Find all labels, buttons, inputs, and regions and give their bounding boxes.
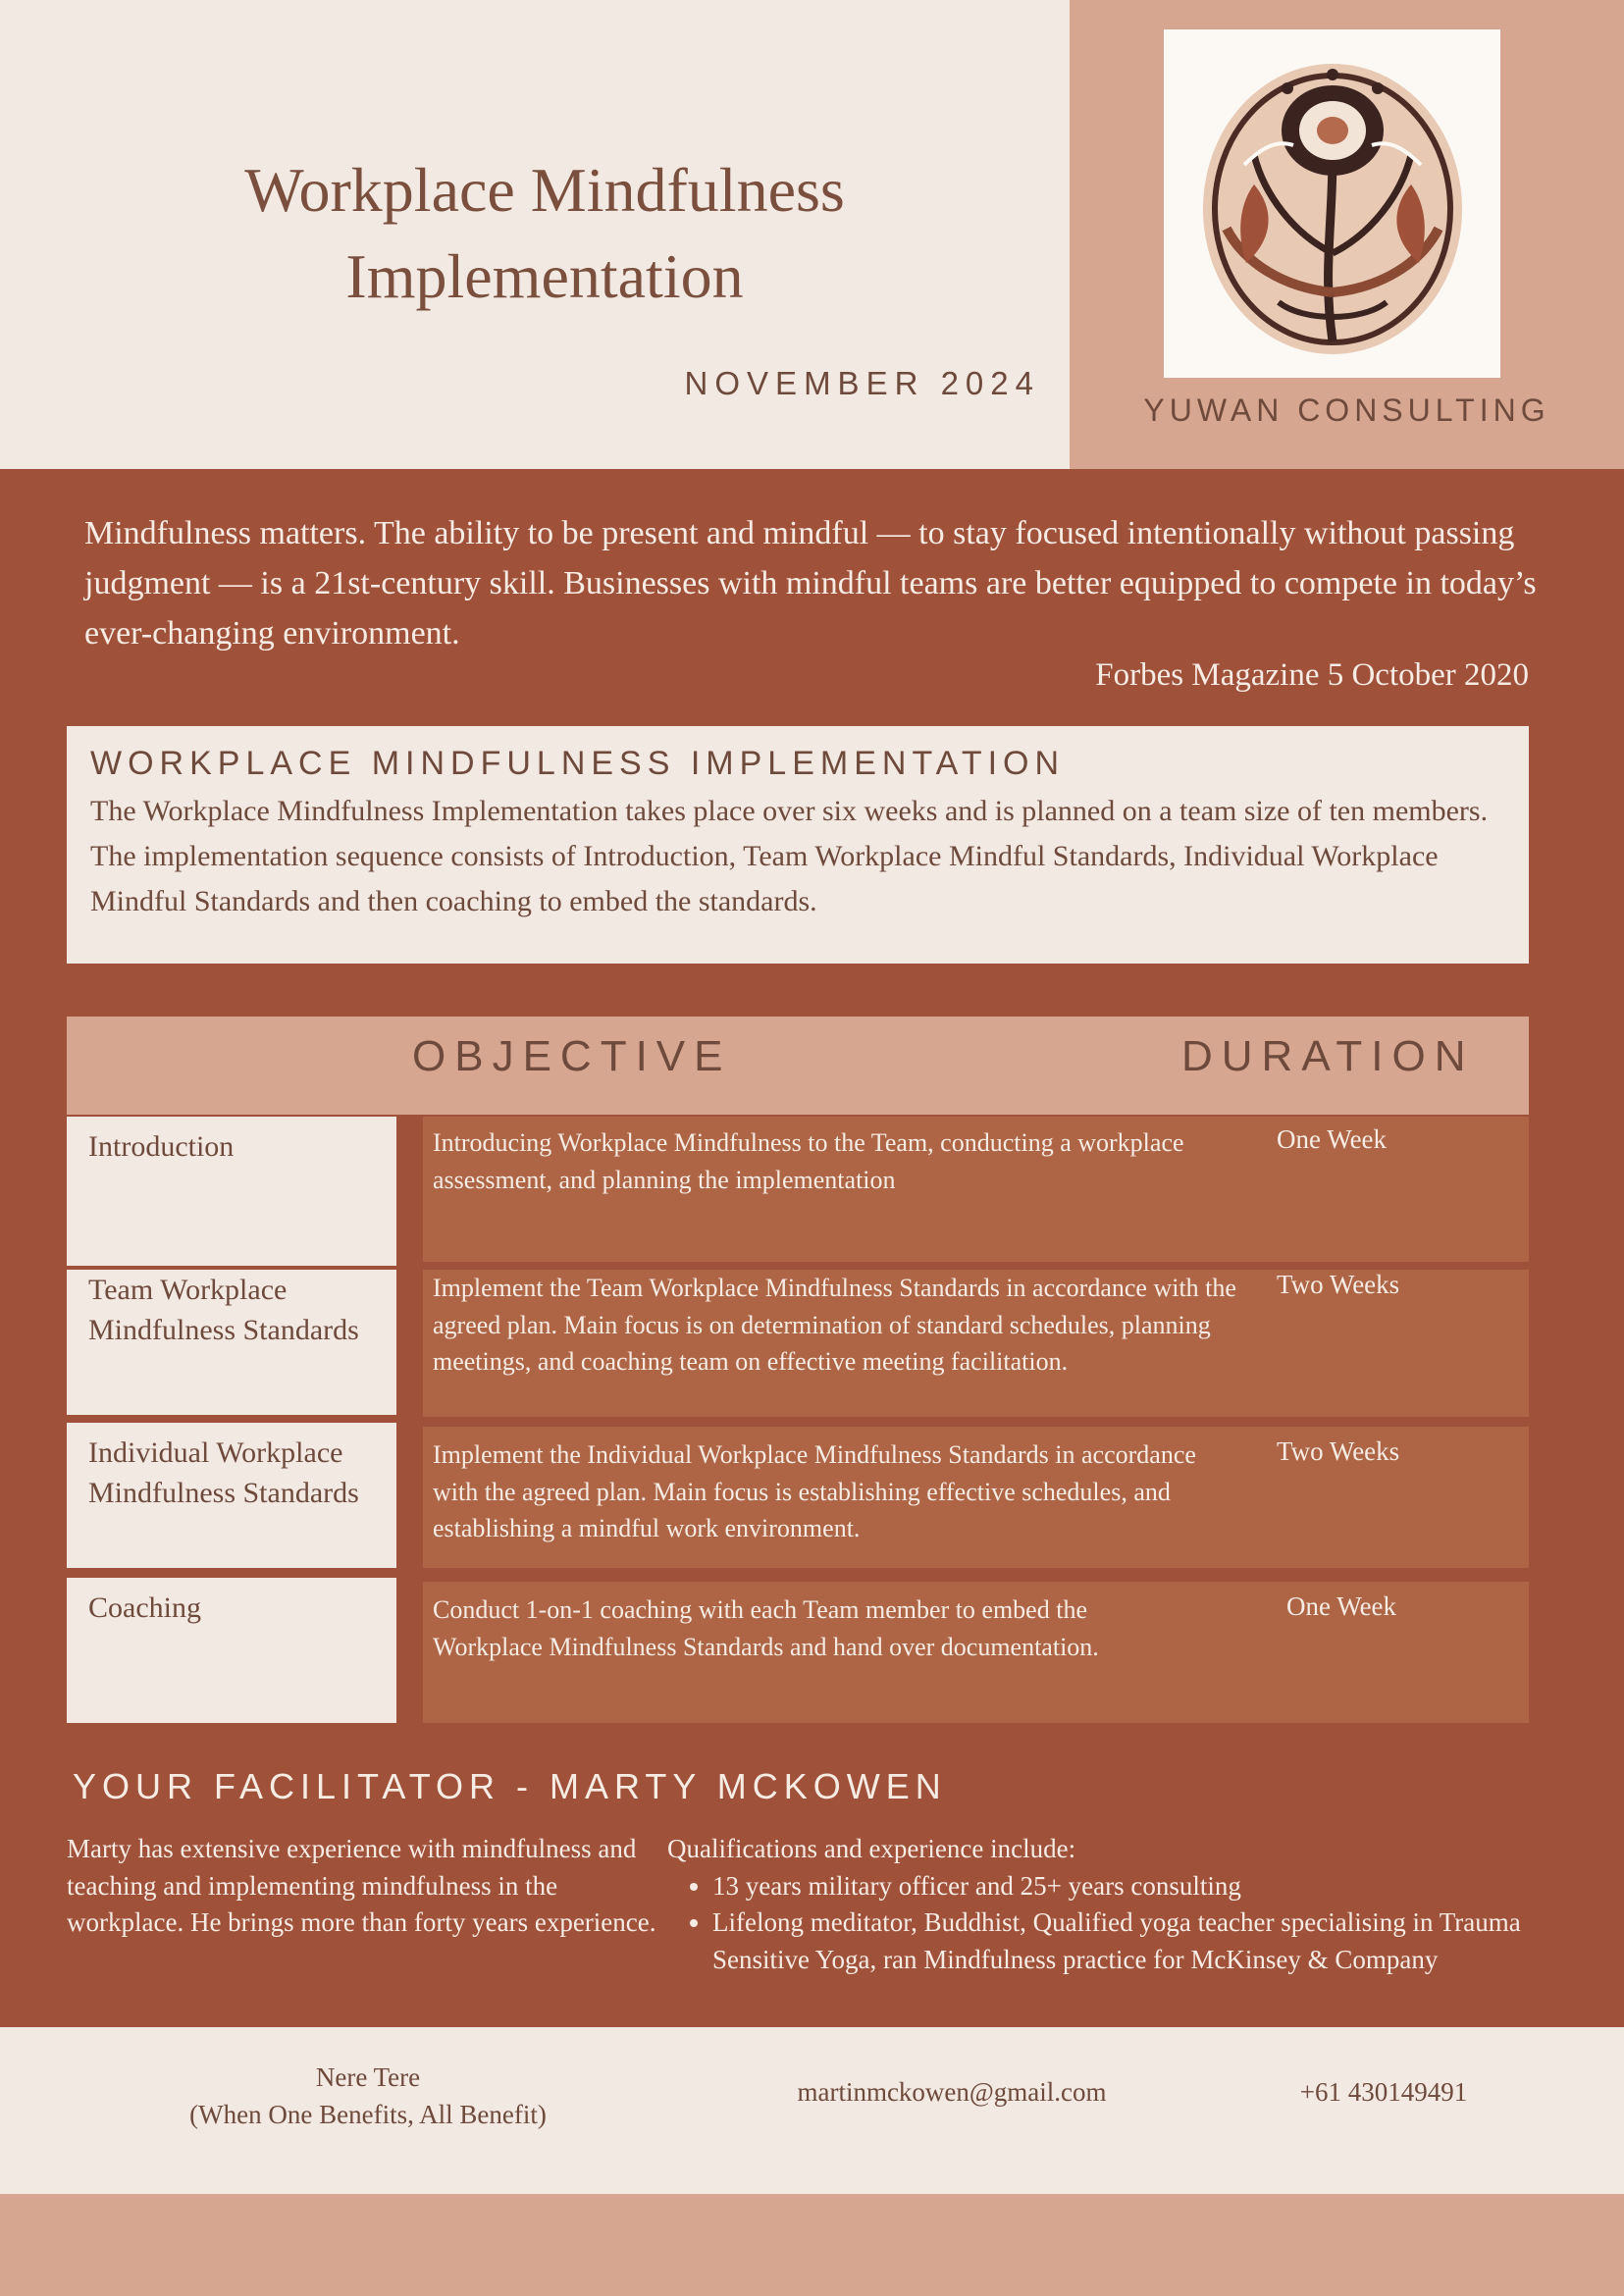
stage-description: Implement the Team Workplace Mindfulness Standards in accordance with the agreed plan. Main focus is on determination of standard schedules, planning meetings, and coaching team on effective meeting facilitation.	[433, 1274, 1236, 1376]
footer-band	[0, 2194, 1624, 2296]
stage-duration: One Week	[1277, 1124, 1388, 1154]
table-row	[423, 1427, 1529, 1568]
facilitator-qualifications	[667, 1831, 1531, 1978]
title-line-2: Implementation	[345, 241, 744, 311]
company-name: YUWAN CONSULTING	[1143, 392, 1550, 428]
contact-email[interactable]: martinmckowen@gmail.com	[797, 2077, 1107, 2107]
table-row	[423, 1270, 1529, 1417]
stage-description: Implement the Individual Workplace Mindfulness Standards in accordance with the agreed plan. Main focus is establishing effective schedules, and establishing a mindful work environment.	[433, 1440, 1196, 1542]
intro-body: The Workplace Mindfulness Implementation takes place over six weeks and is planned on a team size of ten members. The implementation sequence consists of Introduction, Team Workplace Mindful Standards, Individual Workplace Mindful Standards and then coaching to embed the standards.	[90, 795, 1489, 917]
intro-section	[67, 726, 1529, 964]
column-header-duration: DURATION	[1181, 1032, 1475, 1080]
contact-phone[interactable]: +61 430149491	[1299, 2077, 1468, 2107]
facilitator-heading: YOUR FACILITATOR - MARTY MCKOWEN	[73, 1766, 947, 1806]
stage-cell: Coaching	[67, 1578, 396, 1723]
stage-description: Introducing Workplace Mindfulness to the Team, conducting a workplace assessment, and planning the implementation	[433, 1128, 1184, 1194]
stage-duration: Two Weeks	[1277, 1436, 1400, 1466]
stage-duration: Two Weeks	[1277, 1270, 1400, 1299]
title-line-1: Workplace Mindfulness	[244, 155, 845, 225]
botanical-mandala-logo-icon	[1164, 29, 1500, 378]
qualifications-intro: Qualifications and experience include:	[667, 1834, 1076, 1863]
stage-cell: Individual Workplace Mindfulness Standards	[67, 1423, 396, 1568]
footer-motto	[128, 2059, 608, 2133]
stage-description: Conduct 1-on-1 coaching with each Team member to embed the Workplace Mindfulness Standards and hand over documentation.	[433, 1595, 1099, 1661]
stage-cell: Introduction	[67, 1117, 396, 1266]
table-row	[423, 1117, 1529, 1262]
page-title	[128, 147, 962, 320]
list-item: • 13 years military officer and 25+ years consulting	[712, 1868, 1531, 1905]
quote-text: Mindfulness matters. The ability to be present and mindful — to stay focused intentionally without passing judgment — is a 21st-century skill. Businesses with mindful teams are better equipped to compete in today’s ever-changing environment.	[84, 515, 1537, 652]
facilitator-bio: Marty has extensive experience with mindfulness and teaching and implementing mindfulness in the workplace. He brings more than forty years experience.	[67, 1834, 656, 1937]
quote-source: Forbes Magazine 5 October 2020	[1095, 657, 1529, 693]
stage-duration: One Week	[1286, 1592, 1397, 1621]
document-date: NOVEMBER 2024	[684, 365, 1040, 401]
list-item: • Lifelong meditator, Buddhist, Qualified yoga teacher specialising in Trauma Sensitive Yoga, ran Mindfulness practice for McKinsey & Company	[712, 1905, 1531, 1978]
intro-heading: WORKPLACE MINDFULNESS IMPLEMENTATION	[90, 745, 1066, 782]
qualifications-list	[667, 1868, 1531, 1979]
stage-cell: Team Workplace Mindfulness Standards	[67, 1270, 396, 1415]
column-header-objective: OBJECTIVE	[412, 1032, 732, 1080]
motto-line-1: Nere Tere	[315, 2062, 421, 2092]
motto-line-2: (When One Benefits, All Benefit)	[189, 2100, 547, 2129]
table-row	[423, 1582, 1529, 1723]
